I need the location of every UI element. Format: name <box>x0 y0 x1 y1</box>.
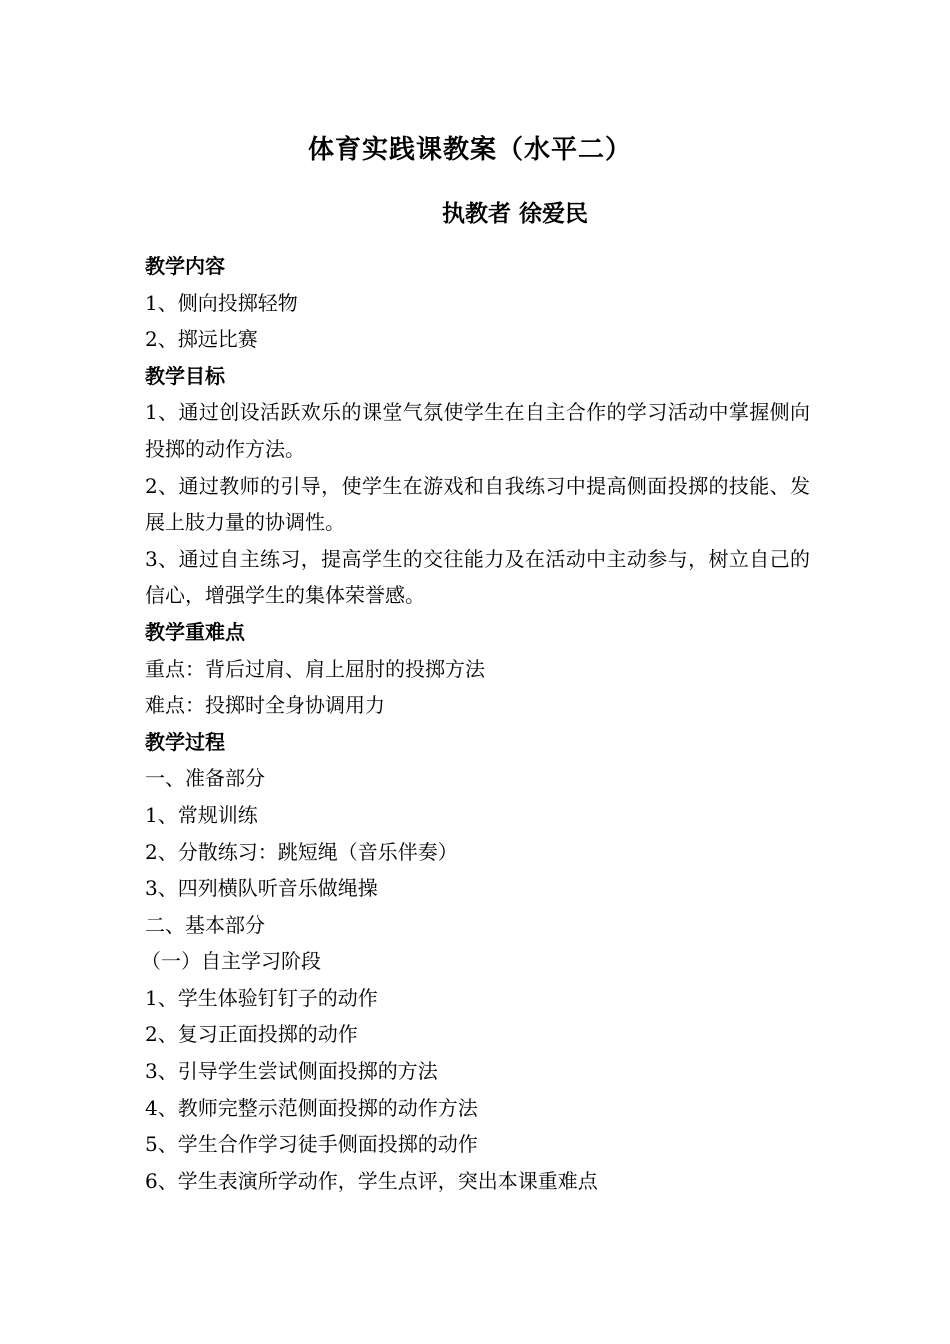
process-part-title: 一、准备部分 <box>145 766 265 791</box>
keypoint-item: 重点：背后过肩、肩上屈肘的投掷方法 <box>145 656 485 681</box>
process-item: 5、学生合作学习徒手侧面投掷的动作 <box>145 1132 478 1157</box>
document-body <box>141 248 810 1199</box>
content-item: 1、侧向投掷轻物 <box>145 290 298 315</box>
process-item: 1、常规训练 <box>145 802 258 827</box>
document-title: 体育实践课教案（水平二） <box>307 135 632 165</box>
goal-item: 2、通过教师的引导，使学生在游戏和自我练习中提高侧面投掷的技能、发展上肢力量的协调性。 <box>145 473 810 535</box>
process-item: 1、学生体验钉钉子的动作 <box>145 985 378 1010</box>
goal-item: 1、通过创设活跃欢乐的课堂气氛使学生在自主合作的学习活动中掌握侧向投掷的动作方法。 <box>145 400 810 461</box>
process-item: 4、教师完整示范侧面投掷的动作方法 <box>145 1095 478 1120</box>
section-heading-keypoints: 教学重难点 <box>145 619 245 644</box>
process-part-title: 二、基本部分 <box>145 912 265 937</box>
process-stage-title: （一）自主学习阶段 <box>141 949 321 974</box>
process-item: 2、分散练习：跳短绳（音乐伴奏） <box>145 839 458 864</box>
section-heading-process: 教学过程 <box>145 729 225 754</box>
process-item: 2、复习正面投掷的动作 <box>145 1022 358 1047</box>
section-heading-goals: 教学目标 <box>145 363 225 388</box>
keypoint-item: 难点：投掷时全身协调用力 <box>145 693 385 718</box>
process-item: 3、四列横队听音乐做绳操 <box>145 876 378 901</box>
process-item: 6、学生表演所学动作，学生点评，突出本课重难点 <box>145 1168 598 1193</box>
document-author: 执教者 徐爱民 <box>441 200 588 227</box>
process-item: 3、引导学生尝试侧面投掷的方法 <box>145 1059 438 1084</box>
goal-item: 3、通过自主练习，提高学生的交往能力及在活动中主动参与，树立自己的信心，增强学生的集体荣誉感。 <box>145 546 810 608</box>
section-heading-content: 教学内容 <box>145 254 225 278</box>
content-item: 2、掷远比赛 <box>145 327 258 352</box>
